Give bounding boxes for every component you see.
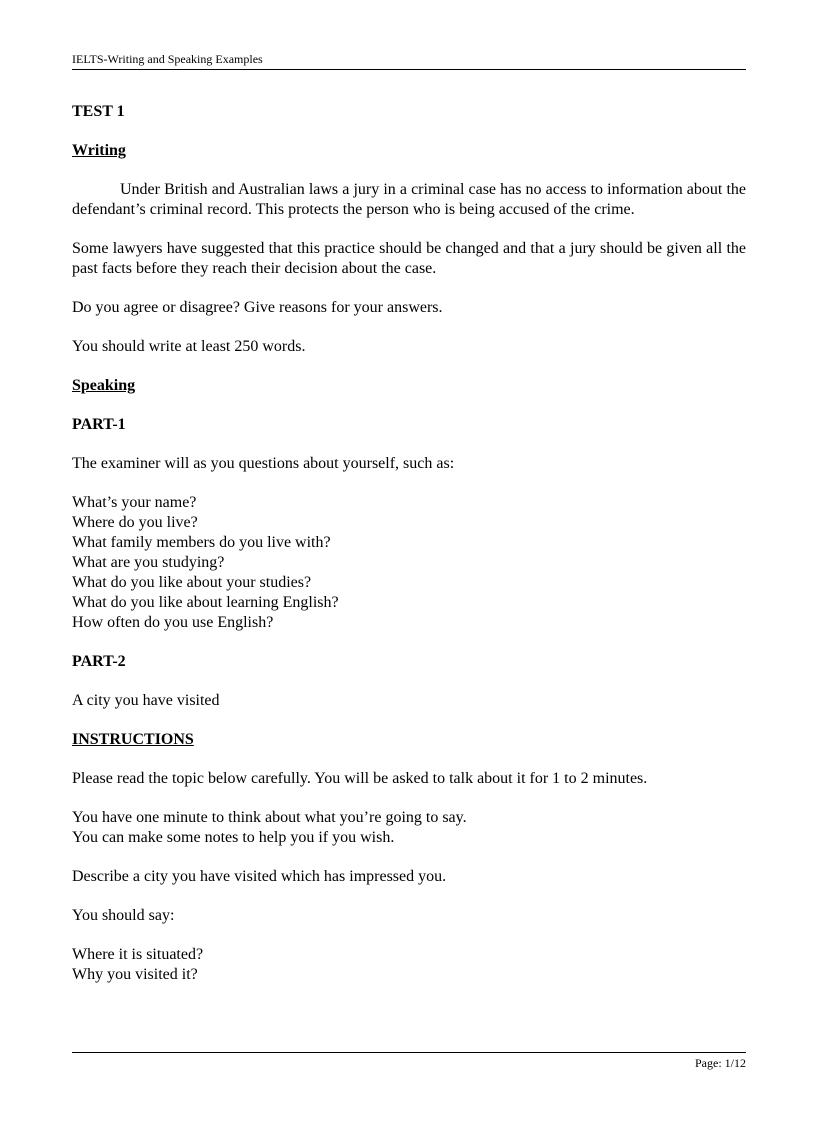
prep-line: You can make some notes to help you if you wish. [72,829,395,846]
writing-paragraph: You should write at least 250 words. [72,338,306,355]
task-point: Where it is situated? [72,946,204,963]
part1-question: What family members do you live with? [72,534,331,551]
header-title: IELTS-Writing and Speaking Examples [72,52,263,66]
should-say-label: You should say: [72,907,175,924]
part1-question: What do you like about learning English? [72,594,339,611]
task-description: Describe a city you have visited which has impressed you. [72,868,447,885]
part1-intro: The examiner will as you questions about yourself, such as: [72,455,455,472]
speaking-heading: Speaking [72,377,136,394]
page-footer [72,1052,746,1070]
writing-paragraph: Under British and Australian laws a jury in a criminal case has no access to information about the defendant’s criminal record. This protects the person who is being accused of the crime. [72,181,746,218]
part1-question-list [72,493,746,633]
test-title: TEST 1 [72,103,125,120]
part1-question: How often do you use English? [72,614,274,631]
instructions-text: Please read the topic below carefully. You will be asked to talk about it for 1 to 2 minutes. [72,770,648,787]
writing-heading: Writing [72,142,126,159]
part1-question: What are you studying? [72,554,225,571]
task-points [72,945,746,985]
part2-heading: PART-2 [72,653,126,670]
page-header [72,52,746,70]
part1-question: What’s your name? [72,494,197,511]
part1-question: What do you like about your studies? [72,574,312,591]
writing-paragraph: Do you agree or disagree? Give reasons for your answers. [72,299,443,316]
document-body [72,102,746,1004]
part2-topic: A city you have visited [72,692,220,709]
prep-line: You have one minute to think about what you’re going to say. [72,809,467,826]
prep-notes [72,808,746,848]
part1-question: Where do you live? [72,514,198,531]
writing-paragraph: Some lawyers have suggested that this practice should be changed and that a jury should be given all the past facts before they reach their decision about the case. [72,240,746,277]
part1-heading: PART-1 [72,416,126,433]
instructions-heading: INSTRUCTIONS [72,731,194,748]
page-number: Page: 1/12 [695,1056,746,1070]
task-point: Why you visited it? [72,966,198,983]
